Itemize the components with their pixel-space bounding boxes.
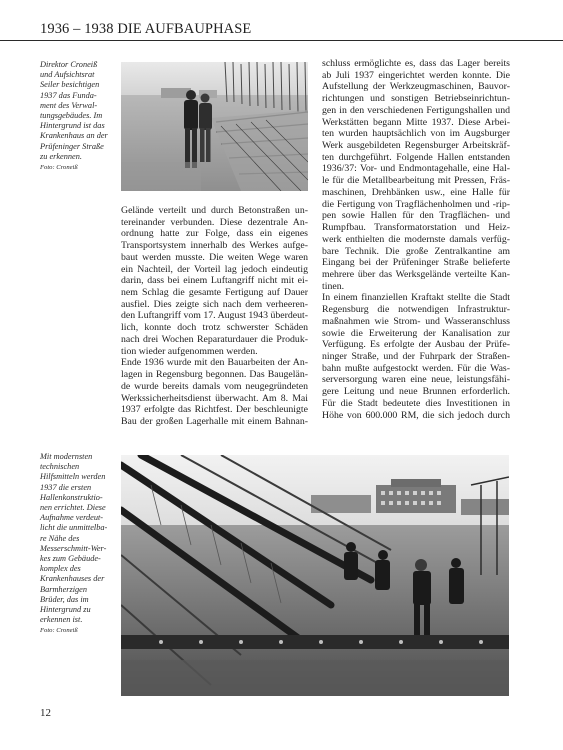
text-line: baut werden musste. Die weiten Wege waren bbox=[121, 251, 308, 263]
text-line: tereinander verbunden. Diese dezentrale An- bbox=[121, 216, 308, 228]
photo-caption-top bbox=[40, 60, 112, 172]
text-line: Bau der großen Lagerhalle mit einem Bahnan- bbox=[121, 415, 308, 427]
text-line: richtungen und sonstigen Betriebseinrichtun- bbox=[322, 93, 510, 105]
text-line: ten durchgeführt. Folgende Hallen entstanden bbox=[322, 151, 510, 163]
text-column-right bbox=[322, 58, 510, 421]
text-line: ten wurden hauptsächlich von im Augsburger bbox=[322, 128, 510, 140]
caption-line: tungsgebäudes. Im bbox=[40, 111, 103, 121]
text-line: maschinen, Drehbänken usw., eine Halle für bbox=[322, 186, 510, 198]
caption-line: Direktor Croneiß bbox=[40, 60, 98, 69]
caption-line: ment des Verwal- bbox=[40, 100, 98, 110]
caption-line: technischen bbox=[40, 462, 80, 472]
text-line: Rumpfbau. Transformatorstation und Heiz- bbox=[322, 222, 510, 234]
text-line: Regensburg die notwendigen Infrastruktur- bbox=[322, 304, 510, 316]
text-column-left bbox=[121, 205, 308, 428]
text-line: Ende 1936 wurde mit den Bauarbeiten der An- bbox=[121, 357, 308, 369]
text-line: Für die Stadt bedeutete dies Investitionen in bbox=[322, 397, 510, 409]
text-line: pen sowie Hallen für den Tragflächen- und bbox=[322, 210, 510, 222]
caption-line: erkennen ist. bbox=[40, 615, 83, 625]
text-line: bahn mußte aufgestockt werden. Für die Was- bbox=[322, 362, 510, 374]
text-line: Werkssicherheitsdienst überwacht. Am 8. Mai bbox=[121, 392, 308, 404]
caption-line: licht die unmittelba- bbox=[40, 523, 108, 533]
text-line: gere Leitung und neue Brunnen erforderlich. bbox=[322, 386, 510, 398]
text-line: ab Juli 1937 eingerichtet werden konnte. Die bbox=[322, 69, 510, 81]
text-line: Verfügung. Es erfolgte der Ausbau der Prüfe- bbox=[322, 339, 510, 351]
text-line: gen in den verschiedenen Fertigungshallen und bbox=[322, 104, 510, 116]
caption-line: kes zum Gebäude- bbox=[40, 554, 101, 564]
text-line: Eingang bei der Prüfeninger Straße belieferte bbox=[322, 257, 510, 269]
caption-line: Mit modernsten bbox=[40, 452, 93, 461]
text-line: ninger Straße, und der Fuhrpark der Straßen- bbox=[322, 350, 510, 362]
text-line: Transportsystem innerhalb des Werkes aufge- bbox=[121, 240, 308, 252]
caption-line: Barmherzigen bbox=[40, 584, 88, 594]
text-line: lich, konnte doch trotz schwerster Schäden bbox=[121, 322, 308, 334]
text-line: In einem finanziellen Kraftakt stellte die Stadt bbox=[322, 292, 510, 304]
caption-line: Krankenhaus an der bbox=[40, 131, 108, 141]
caption-line: Hallenkonstruktio- bbox=[40, 492, 103, 502]
caption-line: Seiler besichtigen bbox=[40, 80, 100, 90]
caption-line: Messerschmitt-Wer- bbox=[40, 543, 107, 553]
page-number: 12 bbox=[40, 707, 51, 719]
caption-line: Prüfeninger Straße bbox=[40, 141, 104, 151]
header-title: 1936 – 1938 DIE AUFBAUPHASE bbox=[40, 21, 252, 37]
text-line: Werk ausgebildeten Regensburger Arbeitskräf- bbox=[322, 140, 510, 152]
caption-line: re Nähe des bbox=[40, 533, 80, 543]
caption-line: Krankenhauses der bbox=[40, 574, 105, 584]
text-line: 1937 erfolgte das Richtfest. Der beschleunigte bbox=[121, 404, 308, 416]
text-line: mehrere über das Werksgelände verteilte Kan- bbox=[322, 268, 510, 280]
text-line: Höhe von 600.000 RM, die sich jedoch durch bbox=[322, 409, 510, 421]
caption-line: und Aufsichtsrat bbox=[40, 70, 95, 80]
caption-line: zu erkennen. bbox=[40, 151, 82, 161]
caption-line: komplex des bbox=[40, 564, 81, 574]
text-line: de wurde bereits damals vom neugegründeten bbox=[121, 380, 308, 392]
text-line: schluss ermöglichte es, dass das Lager bereits bbox=[322, 58, 510, 69]
text-line: darin, dass bei einem Luftangriff nicht mit ei- bbox=[121, 275, 308, 287]
caption-line: 1937 das Funda- bbox=[40, 90, 97, 100]
caption-line: Hintergrund zu bbox=[40, 605, 91, 615]
text-line: maßnahmen wie Strom- und Wasseranschluss bbox=[322, 315, 510, 327]
text-line: nach drei Wochen Reparaturdauer die Produk- bbox=[121, 333, 308, 345]
photo-credit: Foto: Croneiß bbox=[40, 627, 78, 635]
caption-line: 1937 die ersten bbox=[40, 482, 92, 492]
text-line: ein Nachteil, der Vorteil lag jedoch eindeutig bbox=[121, 263, 308, 275]
text-line: Gelände verteilt und durch Betonstraßen un- bbox=[121, 205, 308, 216]
caption-line: nen errichtet. Diese bbox=[40, 503, 106, 513]
text-line: Aufstellung der Werkzeugmaschinen, Bauvor- bbox=[322, 81, 510, 93]
text-line: tion wieder aufgenommen werden. bbox=[121, 345, 258, 357]
text-line: tinen. bbox=[322, 280, 345, 292]
text-line: den Luftangriff vom 17. August 1943 überdeut- bbox=[121, 310, 308, 322]
running-header bbox=[0, 0, 563, 41]
text-line: serversorgung waren eine neue, leistungsfähi- bbox=[322, 374, 510, 386]
photo-foundation-inspection bbox=[121, 62, 308, 191]
caption-line: Hintergrund ist das bbox=[40, 121, 105, 131]
caption-line: Hilfsmitteln werden bbox=[40, 472, 106, 482]
text-line: Werkstätten begann Mitte 1937. Diese Arbei- bbox=[322, 116, 510, 128]
text-line: werk enthielten die modernste damals verfüg- bbox=[322, 233, 510, 245]
text-line: 1936/37: Vor- und Endmontagehalle, eine Hal- bbox=[322, 163, 510, 175]
caption-line: Aufnahme verdeut- bbox=[40, 513, 104, 523]
text-line: die Fertigung von Tragflächenholmen und -rip- bbox=[322, 198, 510, 210]
photo-hall-construction bbox=[121, 455, 509, 696]
text-line: le für die Metallbearbeitung mit Pressen, Fräs- bbox=[322, 175, 510, 187]
photo-caption-bottom bbox=[40, 452, 112, 635]
text-line: nem Schlag die gesamte Fertigung auf Dauer bbox=[121, 287, 308, 299]
text-line: sowie die Erweiterung der Kanalisation zur bbox=[322, 327, 510, 339]
caption-line: Brüder, das im bbox=[40, 594, 89, 604]
text-line: ordnung hatte zur Folge, dass ein eigenes bbox=[121, 228, 308, 240]
text-line: lagen in Regensburg begonnen. Das Baugelän- bbox=[121, 369, 308, 381]
photo-credit: Foto: Croneiß bbox=[40, 164, 78, 172]
text-line: ausfiel. Dies zeigte sich nach dem verheeren- bbox=[121, 298, 308, 310]
text-line: bare Technik. Die große Zentralkantine am bbox=[322, 245, 510, 257]
